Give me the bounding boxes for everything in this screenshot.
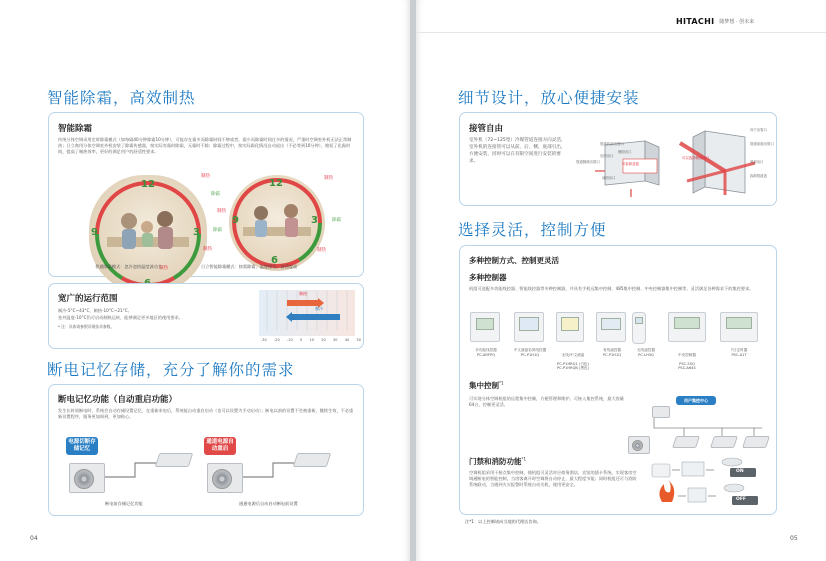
- page-number-right: 05: [790, 535, 798, 542]
- defrost-section-title: 智能除霜，高效制热: [47, 89, 196, 107]
- range-bars: [259, 290, 355, 336]
- controller-7: [720, 312, 758, 342]
- controller-4: [596, 312, 626, 342]
- control-section-title: 选择灵活，控制方便: [458, 221, 607, 239]
- controller-2-model: PC-P1H1Q: [520, 352, 540, 357]
- install-label-a: 管道侧面出管口: [576, 160, 600, 164]
- install-box: [459, 112, 777, 206]
- pipe-direction-diagram: [575, 123, 771, 201]
- controller-7-label: [718, 348, 760, 357]
- range-axis-tick: 30: [333, 338, 338, 342]
- page-number-left: 04: [30, 535, 38, 542]
- left-tag-heat2: 制热: [217, 209, 226, 214]
- multi-controller-title: 多种控制器: [469, 273, 507, 282]
- access-control-title: [469, 456, 526, 467]
- install-box-title: 接管自由: [469, 124, 504, 134]
- range-axis-tick: -20: [274, 338, 280, 342]
- install-label-g: 侧面出口: [618, 150, 632, 154]
- access-control-title-text: 门禁和消防功能: [469, 457, 522, 466]
- memory-box: [48, 384, 364, 516]
- control-footnote: 注*1：以上控制请向当地的代理店咨询。: [465, 519, 541, 524]
- controller-6: [668, 312, 706, 342]
- left-tag-heat1: 制热: [201, 174, 210, 179]
- right-tag-defrost1: 除霜: [332, 218, 341, 223]
- right-tag-heat1: 制热: [324, 176, 333, 181]
- install-label-b: 管道后部出管口: [600, 142, 624, 146]
- cassette-unit-right: [293, 453, 332, 467]
- fan-icon: [632, 440, 643, 451]
- central-outdoor-unit: [628, 436, 650, 454]
- outdoor-unit-left: [69, 463, 105, 493]
- controller-5-model: PC-LH3Q: [638, 352, 654, 357]
- range-axis-tick: 20: [321, 338, 326, 342]
- central-control-sup: *1: [499, 380, 504, 386]
- memory-chip-left: 电源切断存储记忆: [66, 437, 98, 455]
- central-cassette-1: [672, 436, 700, 448]
- central-cassette-2: [710, 436, 738, 448]
- install-label-i: 向下出管口: [750, 128, 767, 132]
- central-control-title-text: 集中控制: [469, 381, 499, 390]
- controller-2-label: [506, 348, 554, 357]
- clock-left-9: 9: [91, 227, 98, 238]
- controller-6-name: 中央控制器: [678, 352, 696, 357]
- range-heat-label: 制热: [299, 291, 307, 296]
- install-label-h: 可以选择侧面出口: [682, 156, 710, 160]
- access-fire-diagram: [650, 454, 770, 514]
- controller-6-model: PSC-5SQ PSC-A64S: [678, 361, 696, 371]
- range-axis-tick: -30: [261, 338, 267, 342]
- hitachi-logo: HITACHI: [676, 17, 715, 26]
- off-label: OFF: [736, 497, 746, 502]
- range-axis-tick: 50: [356, 338, 361, 342]
- brand-tagline: 随梦想 · 创未来: [719, 19, 755, 25]
- defrost-box-title: 智能除霜: [58, 124, 93, 134]
- controller-4-name: 有线遥控器: [603, 348, 621, 352]
- right-page: [416, 0, 826, 561]
- defrost-body: 传统分体空调采用定时除霜模式（如每隔40分钟除霜10分钟），可能存在霜多而除霜时间不够或者，霜少而除霜时间过多的情况，严重时空调室外机无法正常制热；日立商用分体空调室外机安装了除霜传感器，按实际有霜时除霜，无霜时不除；除霜过程中，按实际霜化情况自动退出（不必等到10分钟），缩短了化霜时间，提高了制热效率，更好的满足用户的舒适性要求。: [58, 137, 352, 155]
- range-axis-tick: 10: [309, 338, 314, 342]
- range-axis-tick: 40: [344, 338, 350, 342]
- memory-chip-right: 通道电源自动重启: [204, 437, 236, 455]
- access-control-body: 空调机组采用干接点集中控制，使机组可灵活对应商务酒店、宾馆的插卡系统，实现客房空调通断电的智能控制，当房客离开时空调将自动停止，最大程度节能；同时机组还可与消防系统联动，当遇到火灾报警时系统自动关机，使用更安全。: [469, 470, 637, 488]
- clock-left-12: 12: [141, 179, 155, 190]
- defrost-photo-left: [89, 175, 207, 293]
- central-control-title: [469, 380, 504, 391]
- range-chart: [259, 290, 355, 336]
- controller-1-model: PC-ARFPQ: [477, 352, 495, 357]
- controller-1-label: [464, 348, 508, 357]
- clock-right-12: 12: [269, 178, 283, 189]
- memory-caption-right: 通通电源后自动启动断电前设置: [239, 501, 298, 506]
- control-box: [459, 245, 777, 515]
- range-axis-tick: -10: [287, 338, 293, 342]
- defrost-caption-right: 日立智能除霜模式：按需除霜，温度稳定，舒适度高: [201, 264, 298, 269]
- defrost-caption-left: 普通除霜模式：忽冷忽热温度波动大: [95, 264, 163, 269]
- controller-3: [556, 312, 584, 342]
- left-tag-defrost2: 除霜: [213, 228, 222, 233]
- install-label-k: 拆卸管道盖: [750, 174, 767, 178]
- clock-right-9: 9: [232, 215, 239, 226]
- clock-right-6: 6: [271, 255, 278, 266]
- controller-1: [470, 312, 500, 342]
- range-line1: 制冷-5°C~43°C，制热-10°C~21°C。: [58, 308, 132, 313]
- fan-icon: [212, 469, 232, 489]
- fan-icon: [74, 469, 94, 489]
- clock-left-3: 3: [193, 227, 200, 238]
- left-page: [0, 0, 410, 561]
- central-control-body: 可实现分体空调机组的远程集中控制，方便管理和维护。可接入集控系统，最大容量64台，控制更灵活。: [469, 396, 624, 408]
- family-silhouette-icon: [89, 175, 207, 293]
- controller-3-name: 无线/中文液晶: [561, 352, 585, 357]
- defrost-box: [48, 112, 364, 277]
- right-tag-heat2: 制热: [317, 248, 326, 253]
- range-line2: 室外温度-10°C仍可启动制热运转，能够满足更多地区的使用要求。: [58, 315, 183, 320]
- left-tag-heat3: 制热: [203, 247, 212, 252]
- range-box: [48, 283, 364, 349]
- controller-1-name: 多功能线控器: [475, 348, 497, 352]
- brand-header: [676, 17, 754, 26]
- controller-5-label: [628, 348, 664, 357]
- controller-5-name: 无线遥控器: [637, 348, 655, 352]
- memory-caption-left: 断电前存储记忆功能: [105, 501, 143, 506]
- memory-box-title: 断电记忆功能（自动重启功能）: [58, 395, 178, 405]
- left-tag-heat4: 制热: [159, 266, 168, 271]
- install-label-c: 前面出口: [602, 176, 616, 180]
- range-axis-tick: 0: [300, 338, 303, 342]
- range-note: * 注：具体请参照详细技术参数。: [58, 324, 115, 329]
- controller-6-label: [666, 348, 708, 371]
- range-axis: [261, 338, 361, 342]
- install-section-title: 细节设计，放心便捷安装: [458, 89, 640, 107]
- header-divider: [416, 32, 826, 33]
- controller-4-label: [592, 348, 632, 357]
- install-label-j: 管道前面出管口: [750, 142, 774, 146]
- install-label-e: 可拆卸盖板: [622, 162, 639, 166]
- range-box-title: 宽广的运行范围: [58, 294, 118, 304]
- defrost-photo-right: [229, 175, 325, 271]
- multi-controller-body: 机组可选配多功能线控器、智能线控器等多种控制器，并具有手机远集中控制、485集中控制、中央控制器集中控制等，灵活满足各种需求下的集控要求。: [469, 286, 754, 291]
- range-cool-label: 制冷: [315, 306, 323, 311]
- controller-3-label: [550, 348, 596, 371]
- install-label-f: 底部出口: [750, 160, 764, 164]
- access-control-sup: *1: [521, 456, 527, 462]
- clock-right-3: 3: [311, 215, 318, 226]
- install-body: 室外机（72~125型）冷媒管道连接方向灵活，室外机的连接管可以从前、后、侧、底部引出，方便安装，同时可以在有限空间进行安装的要求。: [469, 138, 566, 164]
- install-label-d: 后面出口: [600, 154, 614, 158]
- on-label: ON: [736, 469, 744, 474]
- controller-2: [514, 312, 544, 342]
- left-tag-defrost1: 除霜: [211, 192, 220, 197]
- controller-4-model: PC-P1H1Q: [602, 352, 622, 357]
- memory-body: 发生长时间断电时，系统会自动存储设置记忆，在重新来电后，系统能自动重启启动（也可以设置为手动启动）；断电以前的设置不会被重新，继续生效，不必重新设置程序，服务更加周到，更加贴心。: [58, 408, 354, 420]
- central-cassette-3: [742, 436, 770, 448]
- controller-7-name: 7日定时器: [730, 348, 748, 352]
- controller-5-remote: [632, 312, 646, 344]
- controller-7-model: PSC-A1T: [731, 352, 747, 357]
- control-box-title: 多种控制方式、控制更灵活: [469, 256, 559, 265]
- controller-2-name: 中文液晶彩屏线控器: [513, 348, 547, 352]
- central-chip: 用户集控中心: [676, 396, 716, 405]
- cassette-unit-left: [155, 453, 194, 467]
- controller-3-model: PC-P1HRQ1 (白色) PC-P1HRQB (黑色): [556, 361, 590, 371]
- memory-section-title: 断电记忆存储，充分了解你的需求: [47, 361, 295, 379]
- outdoor-unit-right: [207, 463, 243, 493]
